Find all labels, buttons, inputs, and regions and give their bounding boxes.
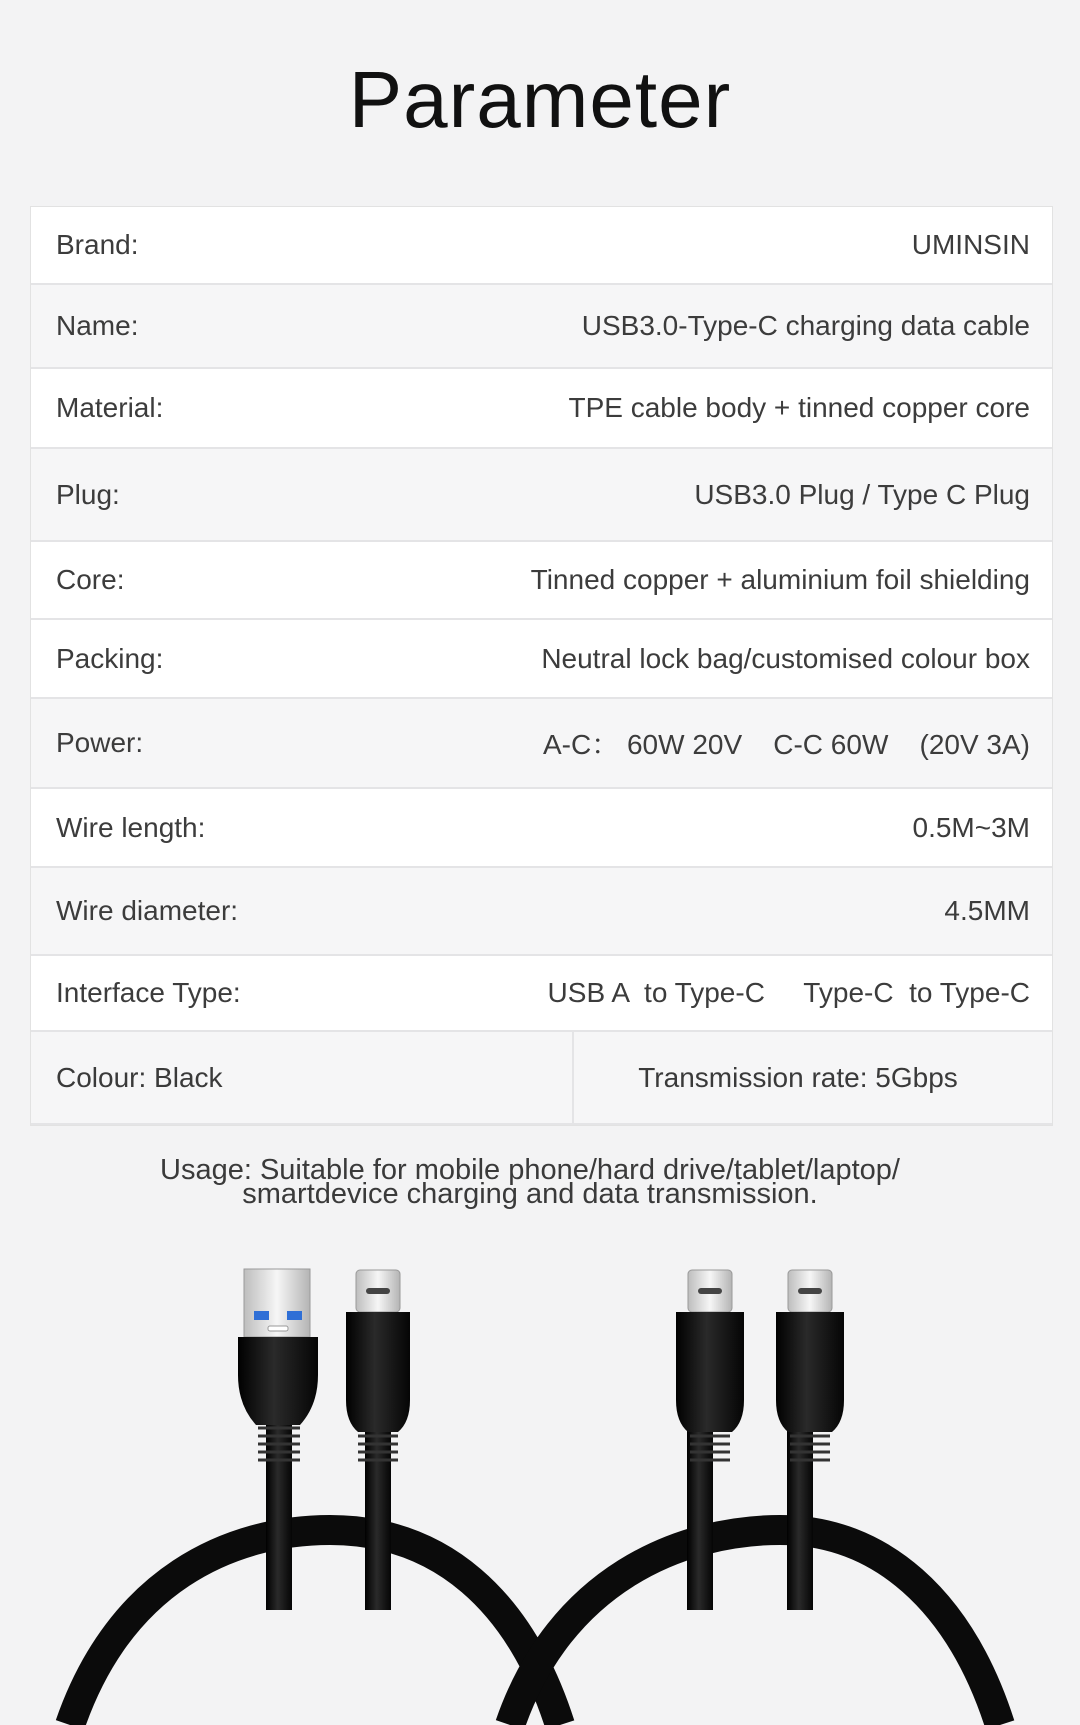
row-value: Tinned copper + aluminium foil shielding (530, 564, 1030, 595)
row-label: Core: (56, 564, 125, 595)
table-row-material (31, 369, 1052, 449)
transmission-rate-cell: Transmission rate: 5Gbps (638, 1061, 958, 1093)
cable-wire (687, 1410, 713, 1610)
type-c-connector (676, 1270, 744, 1460)
row-label: Material: (56, 392, 164, 423)
row-label: Packing: (56, 642, 164, 674)
cable-product-image (0, 1200, 1080, 1725)
row-label: Interface Type: (56, 977, 241, 1008)
table-row-core (31, 542, 1052, 620)
cable-wire (266, 1410, 292, 1610)
row-value: 4.5MM (944, 895, 1030, 926)
row-label: Wire diameter: (56, 895, 239, 926)
parameter-table (30, 206, 1053, 1126)
table-row-wire-diameter (31, 868, 1052, 956)
row-value: Neutral lock bag/customised colour box (541, 642, 1030, 674)
cable-wire (787, 1410, 813, 1610)
row-label: Wire length: (56, 811, 206, 843)
type-c-connector (346, 1270, 410, 1460)
row-label: Power: (56, 727, 144, 758)
usage-line-2: smartdevice charging and data transmission. (242, 1178, 818, 1210)
page-title: Parameter (348, 55, 732, 144)
type-c-connector (776, 1270, 844, 1460)
row-value: TPE cable body + tinned copper core (568, 392, 1030, 423)
cable-wire (365, 1410, 391, 1610)
cable-loop-right (510, 1530, 1000, 1725)
table-row-colour-rate (31, 1032, 1052, 1125)
row-value: USB3.0-Type-C charging data cable (581, 310, 1030, 341)
table-row-wire-length (31, 789, 1052, 868)
row-value: USB A to Type-C Type-C to Type-C (547, 977, 1030, 1008)
table-row-packing (31, 620, 1052, 699)
row-label: Name: (56, 310, 139, 341)
table-row-plug (31, 449, 1052, 542)
table-row-power (31, 699, 1052, 789)
row-value: USB3.0 Plug / Type C Plug (694, 478, 1030, 510)
row-label: Brand: (56, 229, 139, 260)
table-row-brand (31, 207, 1052, 285)
table-row-interface-type (31, 956, 1052, 1032)
colour-cell: Colour: Black (31, 1032, 574, 1123)
row-value: UMINSIN (911, 229, 1030, 260)
usage-text (0, 1154, 1060, 1210)
row-label: Plug: (56, 478, 120, 510)
row-value: 0.5M~3M (912, 811, 1030, 843)
cable-loop-left (70, 1530, 560, 1725)
usage-line-1: Usage: Suitable for mobile phone/hard drive/tablet/laptop/ (160, 1154, 900, 1186)
row-value: A-C： 60W 20V C-C 60W (20V 3A) (542, 729, 1030, 760)
table-row-name (31, 285, 1052, 369)
